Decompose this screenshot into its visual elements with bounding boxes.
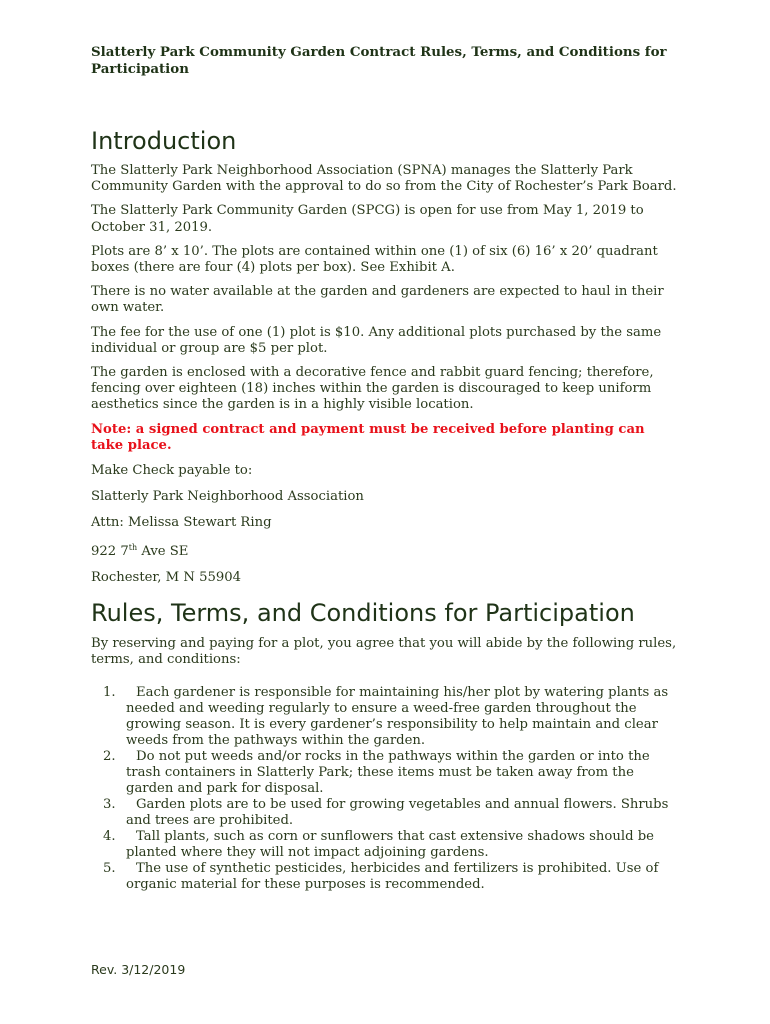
- list-number: 5.: [103, 861, 116, 877]
- intro-paragraph: The garden is enclosed with a decorative fence and rabbit guard fencing; therefore, fencing over eighteen (18) inches within the garden is discouraged to keep uniform aesthetics since the garden is in a highly visible location.: [91, 365, 654, 413]
- document-page: [91, 44, 681, 893]
- introduction-heading: Introduction: [91, 127, 237, 155]
- list-number: 3.: [103, 797, 116, 813]
- intro-paragraph: The Slatterly Park Neighborhood Association (SPNA) manages the Slatterly Park Community Garden with the approval to do so from the City of Rochester’s Park Board.: [91, 163, 677, 195]
- intro-paragraph: There is no water available at the garden and gardeners are expected to haul in their own water.: [91, 284, 664, 316]
- payee-name: Slatterly Park Neighborhood Association: [91, 489, 364, 505]
- list-item: [91, 797, 681, 829]
- street-number: 922 7: [91, 544, 129, 560]
- list-number: 2.: [103, 749, 116, 765]
- list-item: [91, 749, 681, 797]
- city-line: Rochester, M N 55904: [91, 569, 242, 585]
- street-suffix: th: [128, 543, 138, 553]
- document-title: Slatterly Park Community Garden Contract Rules, Terms, and Conditions for Participation: [91, 44, 667, 77]
- rules-heading: Rules, Terms, and Conditions for Participation: [91, 599, 635, 628]
- intro-paragraph: The Slatterly Park Community Garden (SPCG) is open for use from May 1, 2019 to October 31, 2019.: [91, 203, 644, 235]
- list-number: 4.: [103, 829, 116, 845]
- rules-list: [91, 685, 681, 893]
- rules-intro: By reserving and paying for a plot, you agree that you will abide by the following rules, terms, and conditions:: [91, 636, 677, 668]
- intro-paragraph: The fee for the use of one (1) plot is $10. Any additional plots purchased by the same individual or group are $5 per plot.: [91, 324, 662, 356]
- list-text: Do not put weeds and/or rocks in the pathways within the garden or into the trash containers in Slatterly Park; these items must be taken away from the garden and park for disposal.: [126, 749, 650, 797]
- list-item: [91, 829, 681, 861]
- introduction-body: [91, 163, 681, 586]
- contract-note: Note: a signed contract and payment must be received before planting can take place.: [91, 421, 645, 453]
- list-text: Tall plants, such as corn or sunflowers that cast extensive shadows should be planted where they will not impact adjoining gardens.: [126, 829, 654, 861]
- list-item: [91, 685, 681, 749]
- list-number: 1.: [103, 685, 116, 701]
- list-text: Garden plots are to be used for growing vegetables and annual flowers. Shrubs and trees are prohibited.: [126, 797, 669, 829]
- street-address: [91, 540, 681, 560]
- payable-label: Make Check payable to:: [91, 463, 253, 479]
- intro-paragraph: Plots are 8’ x 10’. The plots are contained within one (1) of six (6) 16’ x 20’ quadrant boxes (there are four (4) plots per box). See Exhibit A.: [91, 243, 658, 276]
- list-text: The use of synthetic pesticides, herbicides and fertilizers is prohibited. Use of organic material for these purposes is recommended.: [126, 861, 659, 893]
- list-item: [91, 861, 681, 893]
- street-rest: Ave SE: [137, 544, 189, 560]
- attention-line: Attn: Melissa Stewart Ring: [91, 514, 272, 530]
- revision-footer: Rev. 3/12/2019: [91, 962, 186, 977]
- list-text: Each gardener is responsible for maintaining his/her plot by watering plants as needed and weeding regularly to ensure a weed-free garden throughout the growing season. It is every gardener’s responsibility to help maintain and clear weeds from the pathways within the garden.: [126, 685, 669, 749]
